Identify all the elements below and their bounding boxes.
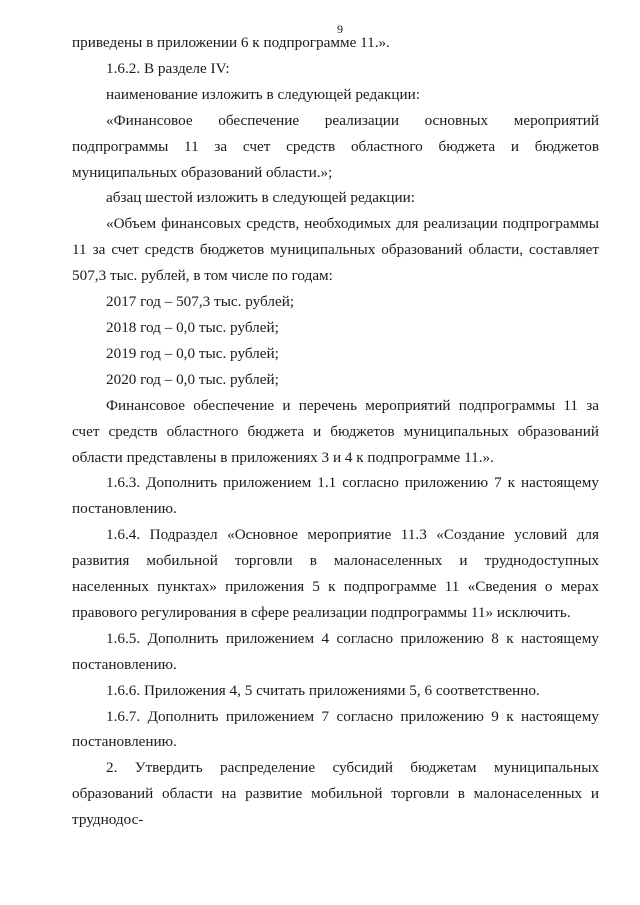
- paragraph-1-6-3: 1.6.3. Дополнить приложением 1.1 согласно приложению 7 к настоящему постановлению.: [72, 474, 599, 518]
- paragraph-year-2020: 2020 год – 0,0 тыс. рублей;: [106, 370, 279, 388]
- paragraph-1-6-4: 1.6.4. Подраздел «Основное мероприятие 11.3 «Создание условий для развития мобильной торговли в малонаселенных и труднодоступных населенных пунктах» приложения 5 к подпрограмме 11 «Сведения о мерах правового регулирования в сфере реализации подпрограммы 11» исключить.: [72, 526, 599, 621]
- paragraph-1-6-7: 1.6.7. Дополнить приложением 7 согласно приложению 9 к настоящему постановлению.: [72, 707, 599, 751]
- document-body: [72, 30, 599, 833]
- paragraph-title-text: «Финансовое обеспечение реализации основных мероприятий подпрограммы 11 за счет средств областного бюджета и бюджетов муниципальных образований области.»;: [72, 111, 599, 181]
- paragraph-year-2019: 2019 год – 0,0 тыс. рублей;: [106, 344, 279, 362]
- paragraph-1-6-6: 1.6.6. Приложения 4, 5 считать приложениями 5, 6 соответственно.: [106, 681, 540, 699]
- page-number: 9: [337, 22, 343, 36]
- paragraph-title-instruction: наименование изложить в следующей редакции:: [106, 85, 420, 103]
- paragraph-year-2018: 2018 год – 0,0 тыс. рублей;: [106, 318, 279, 336]
- paragraph-funding-list: Финансовое обеспечение и перечень мероприятий подпрограммы 11 за счет средств областного бюджета и бюджетов муниципальных образований области представлены в приложениях 3 и 4 к подпрограмме 11.».: [72, 396, 599, 466]
- paragraph-1-6-5: 1.6.5. Дополнить приложением 4 согласно приложению 8 к настоящему постановлению.: [72, 629, 599, 673]
- paragraph-year-2017: 2017 год – 507,3 тыс. рублей;: [106, 293, 295, 311]
- paragraph-funding-volume: «Объем финансовых средств, необходимых для реализации подпрограммы 11 за счет средств бюджетов муниципальных образований области, составляет 507,3 тыс. рублей, в том числе по годам:: [72, 215, 599, 285]
- paragraph-sixth-instruction: абзац шестой изложить в следующей редакции:: [106, 189, 415, 207]
- paragraph-continuation: приведены в приложении 6 к подпрограмме 11.».: [72, 34, 390, 51]
- paragraph-1-6-2: 1.6.2. В разделе IV:: [106, 59, 230, 77]
- paragraph-2: 2. Утвердить распределение субсидий бюджетам муниципальных образований области на развитие мобильной торговли в малонаселенных и труднодос-: [72, 759, 599, 829]
